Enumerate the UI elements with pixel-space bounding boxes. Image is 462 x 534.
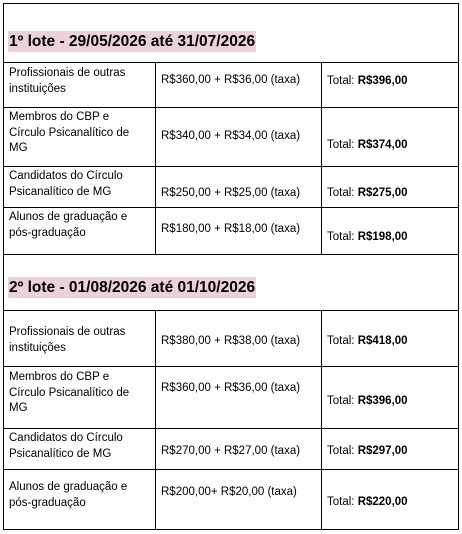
lote-1-total-cell (322, 107, 459, 166)
price-value: R$270,00 + R$27,00 (taxa) (161, 445, 301, 457)
category-label: Candidatos do Círculo Psicanalítico de MG (9, 170, 123, 198)
total-value: Total: R$396,00 (327, 75, 408, 87)
price-value: R$340,00 + R$34,00 (taxa) (161, 130, 301, 142)
total-value: Total: R$198,00 (327, 231, 408, 243)
total-value: Total: R$396,00 (327, 395, 408, 407)
category-label: Profissionais de outras instituições (9, 67, 126, 95)
category-label: Alunos de graduação e pós-graduação (9, 211, 128, 239)
total-value: Total: R$275,00 (327, 187, 408, 199)
category-label: Alunos de graduação e pós-graduação (9, 481, 128, 509)
total-value: Total: R$220,00 (327, 496, 408, 508)
lote-1-heading: 1º lote - 29/05/2026 até 31/07/2026 (9, 33, 256, 50)
category-label: Candidatos do Círculo Psicanalítico de MG (9, 432, 123, 460)
price-value: R$360,00 + R$36,00 (taxa) (161, 74, 301, 86)
total-value: Total: R$297,00 (327, 445, 408, 457)
price-value: R$380,00 + R$38,00 (taxa) (161, 335, 301, 347)
price-value: R$360,00 + R$36,00 (taxa) (161, 382, 301, 394)
lote-2-heading: 2º lote - 01/08/2026 até 01/10/2026 (9, 279, 256, 296)
pricing-table (3, 3, 459, 530)
category-label: Membros do CBP e Círculo Psicanalítico de MG (9, 371, 130, 414)
price-value: R$250,00 + R$25,00 (taxa) (161, 187, 301, 199)
category-label: Profissionais de outras instituições (9, 326, 126, 354)
category-label: Membros do CBP e Círculo Psicanalítico de MG (9, 111, 130, 154)
total-value: Total: R$418,00 (327, 335, 408, 347)
price-value: R$200,00+ R$20,00 (taxa) (161, 486, 297, 498)
total-value: Total: R$374,00 (327, 139, 408, 151)
price-value: R$180,00 + R$18,00 (taxa) (161, 223, 301, 235)
lote-2-price-cell (156, 366, 322, 428)
